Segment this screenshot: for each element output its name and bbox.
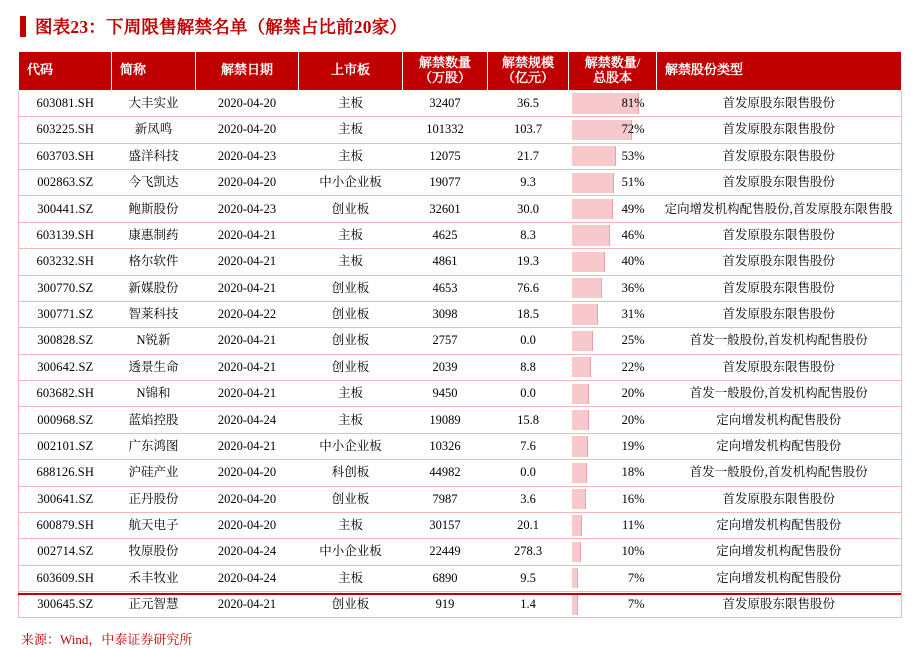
cell-name: 沪硅产业 xyxy=(112,460,196,486)
cell-scale: 0.0 xyxy=(488,381,569,407)
cell-date: 2020-04-20 xyxy=(196,512,299,538)
cell-code: 603703.SH xyxy=(19,143,112,169)
cell-name: 航天电子 xyxy=(112,512,196,538)
cell-name: 广东鸿图 xyxy=(112,433,196,459)
ratio-value: 31% xyxy=(621,307,645,322)
cell-shares: 4653 xyxy=(403,275,488,301)
cell-ratio xyxy=(569,539,657,565)
cell-name: 牧原股份 xyxy=(112,539,196,565)
cell-scale: 15.8 xyxy=(488,407,569,433)
cell-shares: 3098 xyxy=(403,301,488,327)
figure-title xyxy=(18,14,901,39)
table-row xyxy=(19,512,902,538)
cell-shares: 32601 xyxy=(403,196,488,222)
cell-code: 603139.SH xyxy=(19,222,112,248)
cell-code: 300645.SZ xyxy=(19,592,112,618)
cell-type: 首发原股东限售股份 xyxy=(657,592,902,618)
cell-code: 600879.SH xyxy=(19,512,112,538)
cell-ratio xyxy=(569,196,657,222)
cell-date: 2020-04-20 xyxy=(196,460,299,486)
cell-board: 创业板 xyxy=(299,301,403,327)
cell-type: 定向增发机构配售股份 xyxy=(657,512,902,538)
cell-name: N锐新 xyxy=(112,328,196,354)
cell-code: 002863.SZ xyxy=(19,170,112,196)
cell-scale: 9.5 xyxy=(488,565,569,591)
ratio-bar-wrap xyxy=(572,489,654,509)
cell-name: 格尔软件 xyxy=(112,249,196,275)
cell-ratio xyxy=(569,328,657,354)
column-header-type: 解禁股份类型 xyxy=(657,52,902,91)
ratio-bar-wrap xyxy=(572,120,654,140)
table-row xyxy=(19,592,902,618)
cell-type: 首发一般股份,首发机构配售股份 xyxy=(657,460,902,486)
cell-type: 定向增发机构配售股份 xyxy=(657,433,902,459)
cell-name: 正元智慧 xyxy=(112,592,196,618)
cell-board: 创业板 xyxy=(299,592,403,618)
cell-date: 2020-04-20 xyxy=(196,486,299,512)
page-title: 图表23：下周限售解禁名单（解禁占比前20家） xyxy=(35,17,408,37)
cell-code: 300642.SZ xyxy=(19,354,112,380)
ratio-value: 22% xyxy=(621,359,645,374)
cell-name: 大丰实业 xyxy=(112,90,196,116)
cell-name: 蓝焰控股 xyxy=(112,407,196,433)
cell-type: 首发原股东限售股份 xyxy=(657,90,902,116)
cell-date: 2020-04-21 xyxy=(196,354,299,380)
cell-scale: 9.3 xyxy=(488,170,569,196)
cell-ratio xyxy=(569,354,657,380)
cell-code: 603081.SH xyxy=(19,90,112,116)
cell-ratio xyxy=(569,433,657,459)
ratio-value: 81% xyxy=(621,96,645,111)
cell-date: 2020-04-21 xyxy=(196,328,299,354)
cell-type: 定向增发机构配售股份 xyxy=(657,539,902,565)
ratio-bar-wrap xyxy=(572,436,654,456)
cell-scale: 278.3 xyxy=(488,539,569,565)
ratio-value: 53% xyxy=(621,148,645,163)
cell-date: 2020-04-24 xyxy=(196,565,299,591)
cell-date: 2020-04-21 xyxy=(196,275,299,301)
column-header-code: 代码 xyxy=(19,52,112,91)
cell-type: 首发原股东限售股份 xyxy=(657,117,902,143)
ratio-value: 20% xyxy=(621,386,645,401)
cell-date: 2020-04-20 xyxy=(196,90,299,116)
cell-ratio xyxy=(569,222,657,248)
ratio-bar-wrap xyxy=(572,542,654,562)
cell-scale: 8.3 xyxy=(488,222,569,248)
cell-board: 主板 xyxy=(299,90,403,116)
ratio-bar-wrap xyxy=(572,568,654,588)
ratio-value: 36% xyxy=(621,280,645,295)
cell-ratio xyxy=(569,486,657,512)
cell-date: 2020-04-22 xyxy=(196,301,299,327)
cell-name: 盛洋科技 xyxy=(112,143,196,169)
cell-shares: 22449 xyxy=(403,539,488,565)
cell-board: 中小企业板 xyxy=(299,433,403,459)
cell-shares: 9450 xyxy=(403,381,488,407)
cell-scale: 18.5 xyxy=(488,301,569,327)
cell-type: 首发原股东限售股份 xyxy=(657,275,902,301)
cell-scale: 3.6 xyxy=(488,486,569,512)
cell-board: 创业板 xyxy=(299,275,403,301)
cell-name: 康惠制药 xyxy=(112,222,196,248)
cell-shares: 30157 xyxy=(403,512,488,538)
cell-shares: 12075 xyxy=(403,143,488,169)
cell-shares: 7987 xyxy=(403,486,488,512)
cell-shares: 4625 xyxy=(403,222,488,248)
unlock-schedule-table xyxy=(18,51,902,618)
cell-board: 创业板 xyxy=(299,486,403,512)
ratio-bar-wrap xyxy=(572,595,654,615)
ratio-value: 11% xyxy=(622,518,645,533)
ratio-bar-wrap xyxy=(572,225,654,245)
cell-board: 中小企业板 xyxy=(299,170,403,196)
table-row xyxy=(19,90,902,116)
cell-scale: 1.4 xyxy=(488,592,569,618)
table-row xyxy=(19,539,902,565)
cell-date: 2020-04-23 xyxy=(196,196,299,222)
cell-code: 603609.SH xyxy=(19,565,112,591)
cell-shares: 44982 xyxy=(403,460,488,486)
cell-ratio xyxy=(569,170,657,196)
cell-scale: 0.0 xyxy=(488,328,569,354)
table-header-row xyxy=(19,52,902,91)
cell-shares: 2757 xyxy=(403,328,488,354)
cell-type: 首发一般股份,首发机构配售股份 xyxy=(657,381,902,407)
table-row xyxy=(19,328,902,354)
ratio-value: 20% xyxy=(621,412,645,427)
ratio-value: 72% xyxy=(621,122,645,137)
cell-ratio xyxy=(569,301,657,327)
cell-date: 2020-04-24 xyxy=(196,407,299,433)
ratio-bar-wrap xyxy=(572,199,654,219)
cell-date: 2020-04-24 xyxy=(196,539,299,565)
cell-type: 首发一般股份,首发机构配售股份 xyxy=(657,328,902,354)
ratio-bar-wrap xyxy=(572,304,654,324)
cell-scale: 36.5 xyxy=(488,90,569,116)
table-row xyxy=(19,170,902,196)
table-row xyxy=(19,143,902,169)
cell-date: 2020-04-20 xyxy=(196,170,299,196)
table-row xyxy=(19,354,902,380)
cell-name: 透景生命 xyxy=(112,354,196,380)
table-row xyxy=(19,249,902,275)
cell-code: 300641.SZ xyxy=(19,486,112,512)
ratio-bar-wrap xyxy=(572,410,654,430)
ratio-value: 46% xyxy=(621,227,645,242)
cell-code: 603682.SH xyxy=(19,381,112,407)
cell-board: 主板 xyxy=(299,381,403,407)
table-body xyxy=(19,90,902,618)
ratio-value: 25% xyxy=(621,333,645,348)
bottom-rule xyxy=(18,593,901,595)
cell-name: 新凤鸣 xyxy=(112,117,196,143)
figure-container xyxy=(0,14,919,648)
cell-type: 定向增发机构配售股份 xyxy=(657,407,902,433)
cell-type: 首发原股东限售股份 xyxy=(657,301,902,327)
cell-ratio xyxy=(569,381,657,407)
table-row xyxy=(19,117,902,143)
cell-name: 禾丰牧业 xyxy=(112,565,196,591)
column-header-date: 解禁日期 xyxy=(196,52,299,91)
column-header-ratio: 解禁数量/ 总股本 xyxy=(569,52,657,91)
cell-name: 新媒股份 xyxy=(112,275,196,301)
cell-code: 603225.SH xyxy=(19,117,112,143)
cell-scale: 8.8 xyxy=(488,354,569,380)
ratio-value: 19% xyxy=(621,438,645,453)
cell-date: 2020-04-21 xyxy=(196,222,299,248)
cell-code: 002714.SZ xyxy=(19,539,112,565)
cell-type: 定向增发机构配售股份 xyxy=(657,565,902,591)
cell-board: 主板 xyxy=(299,565,403,591)
cell-board: 主板 xyxy=(299,249,403,275)
ratio-bar-wrap xyxy=(572,252,654,272)
cell-code: 000968.SZ xyxy=(19,407,112,433)
ratio-bar-wrap xyxy=(572,173,654,193)
column-header-scale: 解禁规模 （亿元） xyxy=(488,52,569,91)
ratio-value: 51% xyxy=(621,175,645,190)
cell-shares: 4861 xyxy=(403,249,488,275)
cell-name: 智莱科技 xyxy=(112,301,196,327)
cell-name: 鲍斯股份 xyxy=(112,196,196,222)
table-row xyxy=(19,407,902,433)
cell-scale: 30.0 xyxy=(488,196,569,222)
cell-code: 300828.SZ xyxy=(19,328,112,354)
cell-code: 002101.SZ xyxy=(19,433,112,459)
ratio-bar-wrap xyxy=(572,515,654,535)
cell-name: N锦和 xyxy=(112,381,196,407)
cell-shares: 101332 xyxy=(403,117,488,143)
ratio-bar-wrap xyxy=(572,357,654,377)
ratio-value: 18% xyxy=(621,465,645,480)
cell-shares: 32407 xyxy=(403,90,488,116)
cell-shares: 19089 xyxy=(403,407,488,433)
table-row xyxy=(19,565,902,591)
cell-ratio xyxy=(569,407,657,433)
cell-type: 首发原股东限售股份 xyxy=(657,486,902,512)
cell-board: 主板 xyxy=(299,407,403,433)
cell-scale: 19.3 xyxy=(488,249,569,275)
table-row xyxy=(19,275,902,301)
cell-code: 688126.SH xyxy=(19,460,112,486)
cell-ratio xyxy=(569,592,657,618)
ratio-value: 7% xyxy=(627,570,645,585)
ratio-value: 10% xyxy=(621,544,645,559)
table-row xyxy=(19,433,902,459)
cell-shares: 2039 xyxy=(403,354,488,380)
ratio-value: 7% xyxy=(627,597,645,612)
cell-ratio xyxy=(569,275,657,301)
ratio-bar-wrap xyxy=(572,278,654,298)
cell-scale: 103.7 xyxy=(488,117,569,143)
ratio-bar-wrap xyxy=(572,93,654,113)
cell-type: 定向增发机构配售股份,首发原股东限售股 xyxy=(657,196,902,222)
cell-board: 主板 xyxy=(299,143,403,169)
cell-date: 2020-04-21 xyxy=(196,433,299,459)
cell-code: 300771.SZ xyxy=(19,301,112,327)
cell-date: 2020-04-20 xyxy=(196,117,299,143)
cell-board: 创业板 xyxy=(299,354,403,380)
cell-board: 主板 xyxy=(299,222,403,248)
cell-scale: 76.6 xyxy=(488,275,569,301)
source-note: 来源：Wind，中泰证券研究所 xyxy=(21,632,193,648)
column-header-shares: 解禁数量 （万股） xyxy=(403,52,488,91)
cell-scale: 20.1 xyxy=(488,512,569,538)
cell-date: 2020-04-21 xyxy=(196,249,299,275)
cell-board: 科创板 xyxy=(299,460,403,486)
cell-scale: 7.6 xyxy=(488,433,569,459)
cell-ratio xyxy=(569,143,657,169)
ratio-bar-wrap xyxy=(572,463,654,483)
cell-ratio xyxy=(569,117,657,143)
cell-ratio xyxy=(569,460,657,486)
ratio-bar-wrap xyxy=(572,146,654,166)
table-row xyxy=(19,486,902,512)
cell-code: 603232.SH xyxy=(19,249,112,275)
title-accent-bar xyxy=(20,16,26,37)
table-row xyxy=(19,301,902,327)
cell-date: 2020-04-21 xyxy=(196,381,299,407)
cell-name: 正丹股份 xyxy=(112,486,196,512)
column-header-name: 简称 xyxy=(112,52,196,91)
cell-date: 2020-04-21 xyxy=(196,592,299,618)
ratio-value: 16% xyxy=(621,491,645,506)
cell-name: 今飞凯达 xyxy=(112,170,196,196)
cell-type: 首发原股东限售股份 xyxy=(657,222,902,248)
cell-code: 300441.SZ xyxy=(19,196,112,222)
table-row xyxy=(19,196,902,222)
cell-board: 创业板 xyxy=(299,196,403,222)
table-row xyxy=(19,460,902,486)
column-header-board: 上市板 xyxy=(299,52,403,91)
cell-scale: 21.7 xyxy=(488,143,569,169)
ratio-value: 40% xyxy=(621,254,645,269)
cell-board: 主板 xyxy=(299,512,403,538)
cell-ratio xyxy=(569,249,657,275)
cell-ratio xyxy=(569,512,657,538)
cell-scale: 0.0 xyxy=(488,460,569,486)
ratio-bar-wrap xyxy=(572,331,654,351)
cell-type: 首发原股东限售股份 xyxy=(657,143,902,169)
ratio-value: 49% xyxy=(621,201,645,216)
cell-shares: 919 xyxy=(403,592,488,618)
cell-board: 主板 xyxy=(299,117,403,143)
cell-type: 首发原股东限售股份 xyxy=(657,249,902,275)
cell-shares: 10326 xyxy=(403,433,488,459)
cell-ratio xyxy=(569,565,657,591)
table-row xyxy=(19,222,902,248)
cell-shares: 6890 xyxy=(403,565,488,591)
cell-type: 首发原股东限售股份 xyxy=(657,170,902,196)
cell-ratio xyxy=(569,90,657,116)
ratio-bar-wrap xyxy=(572,384,654,404)
cell-date: 2020-04-23 xyxy=(196,143,299,169)
cell-code: 300770.SZ xyxy=(19,275,112,301)
cell-board: 中小企业板 xyxy=(299,539,403,565)
cell-board: 创业板 xyxy=(299,328,403,354)
cell-shares: 19077 xyxy=(403,170,488,196)
cell-type: 首发原股东限售股份 xyxy=(657,354,902,380)
table-row xyxy=(19,381,902,407)
